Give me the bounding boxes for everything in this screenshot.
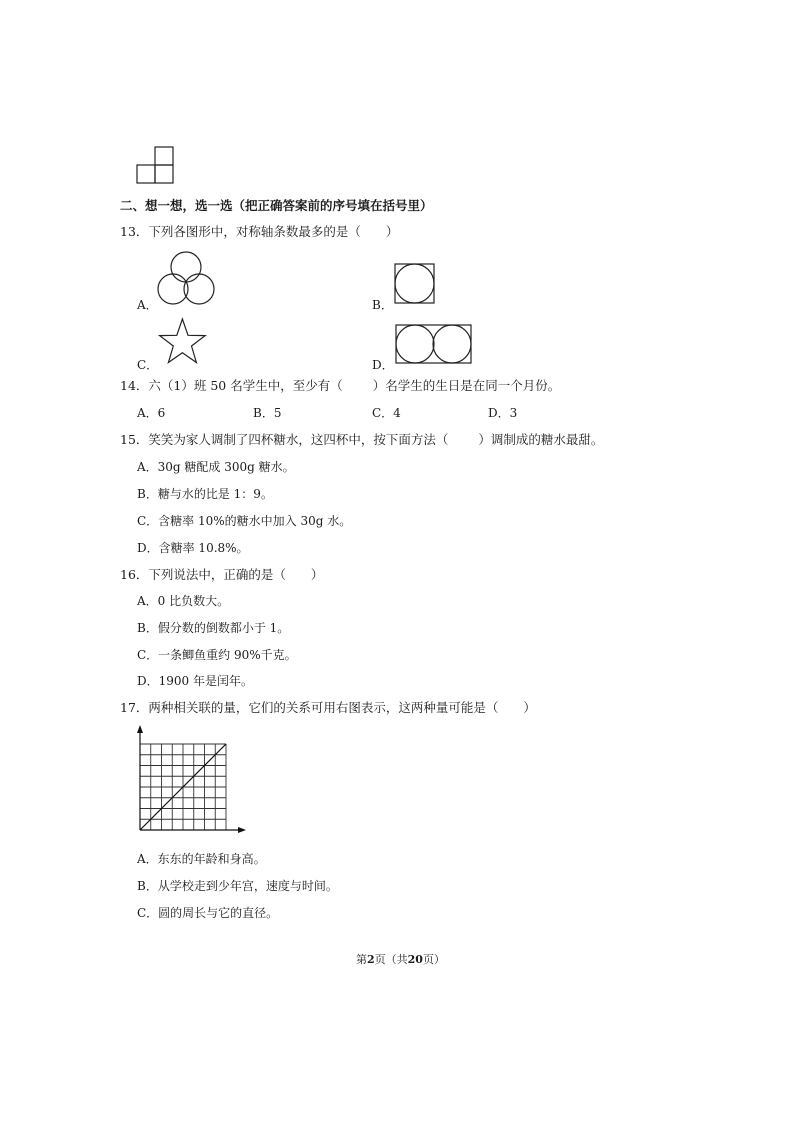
five-point-star-figure [158, 318, 208, 366]
q13-option-a-label: A． [137, 298, 158, 312]
q16-option-c: C．一条鲫鱼重约 90%千克。 [137, 648, 297, 662]
q17-option-a: A．东东的年龄和身高。 [137, 852, 266, 866]
proportional-relationship-graph [128, 724, 248, 836]
q16-stem: 16．下列说法中，正确的是（ ） [120, 567, 324, 582]
q17-option-b: B．从学校走到少年宫，速度与时间。 [137, 879, 338, 893]
q13-option-c-label: C． [137, 358, 159, 372]
page-footer [356, 951, 445, 967]
q15-option-d: D．含糖率 10.8%。 [137, 541, 249, 555]
footer-page-number: 2 [367, 953, 375, 966]
two-circles-in-rectangle-figure [395, 324, 473, 366]
three-circles-figure [155, 248, 219, 306]
q14-option-b: B．5 [253, 406, 282, 420]
footer-total-pages: 20 [407, 953, 423, 966]
q13-option-b-label: B． [372, 298, 393, 312]
q14-option-c: C．4 [372, 406, 401, 420]
q16-option-b: B．假分数的倒数都小于 1。 [137, 621, 290, 635]
q13-option-d-label: D． [372, 358, 394, 372]
q14-option-d: D．3 [488, 406, 518, 420]
section-heading: 二、想一想，选一选（把正确答案前的序号填在括号里） [120, 198, 433, 213]
q15-stem-start: 15．笑笑为家人调制了四杯糖水，这四杯中，按下面方法（ [120, 432, 449, 447]
q15-option-c: C．含糖率 10%的糖水中加入 30g 水。 [137, 514, 352, 528]
q16-option-a: A．0 比负数大。 [137, 594, 230, 608]
stacked-squares-figure [136, 146, 176, 184]
q14-stem-end: ）名学生的生日是在同一个月份。 [372, 378, 561, 393]
footer-suffix: 页） [422, 953, 445, 966]
q15-option-a: A．30g 糖配成 300g 糖水。 [137, 460, 295, 474]
q14-option-a: A．6 [137, 406, 166, 420]
footer-mid: 页（共 [374, 953, 408, 966]
q15-option-b: B．糖与水的比是 1：9。 [137, 487, 273, 501]
footer-prefix: 第 [356, 953, 367, 966]
q14-stem-start: 14．六（1）班 50 名学生中，至少有（ [120, 378, 343, 393]
y-axis-arrow-icon [137, 725, 143, 733]
x-axis-arrow-icon [238, 827, 246, 833]
q16-option-d: D．1900 年是闰年。 [137, 674, 253, 688]
q15-stem [120, 430, 603, 448]
q17-option-c: C．圆的周长与它的直径。 [137, 906, 279, 920]
q14-stem [120, 376, 560, 394]
q17-stem: 17．两种相关联的量，它们的关系可用右图表示，这两种量可能是（ ） [120, 700, 536, 715]
circle-in-square-figure [394, 263, 436, 305]
q15-stem-end: ）调制成的糖水最甜。 [478, 432, 604, 447]
q13-stem: 13．下列各图形中，对称轴条数最多的是（ ） [120, 224, 399, 239]
